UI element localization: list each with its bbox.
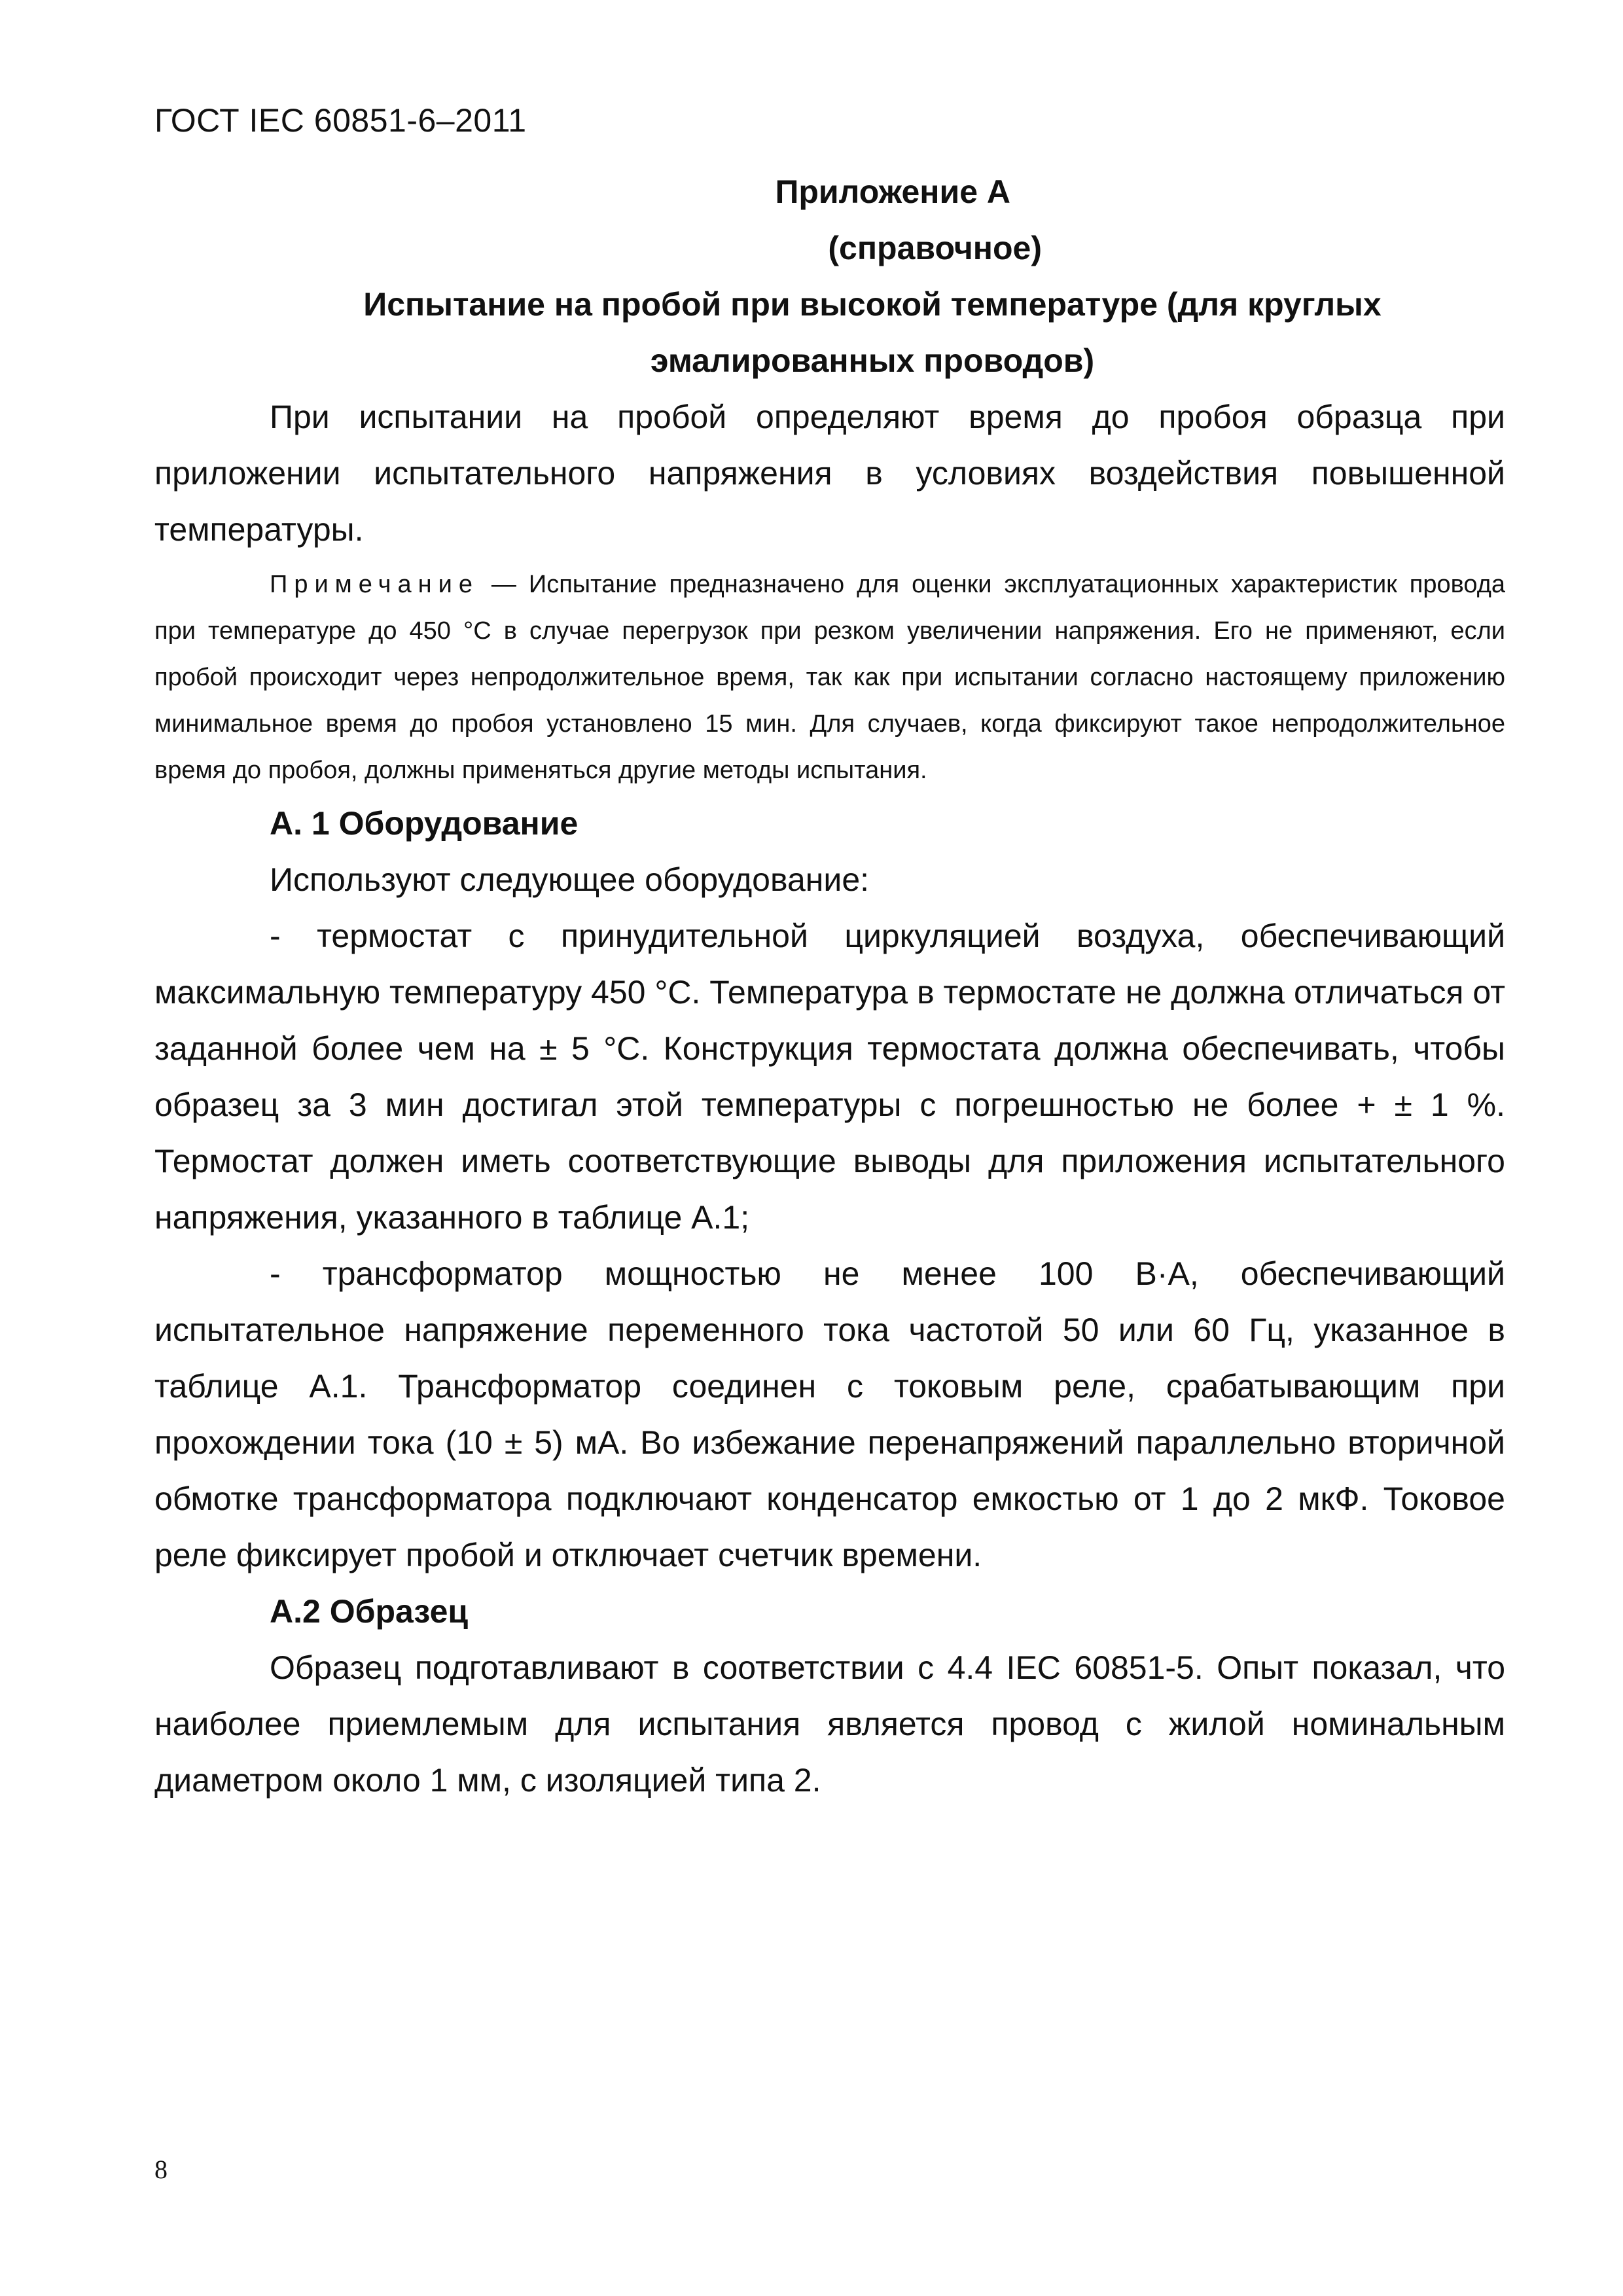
annex-type: (справочное) <box>828 230 1042 266</box>
intro-paragraph: При испытании на пробой определяют время до пробоя образца при приложении испытательного напряжения в условиях воздействия повышенной температуры. <box>154 399 1505 548</box>
section-a1-heading: А. 1 Оборудование <box>270 805 579 842</box>
note-paragraph <box>154 558 1505 795</box>
standard-code-header: ГОСТ IEC 60851-6–2011 <box>154 102 527 139</box>
equipment-item-thermostat: - термостат с принудительной циркуляцией воздуха, обеспечивающий максимальную температуру 450 °С. Температура в термостате не должна отличаться от заданной более чем на ± 5 °С. Конструкция термостата должна обеспечивать, чтобы образец за 3 мин достигал этой температуры с погрешностью не более + ± 1 %. Термостат должен иметь соответствующие выводы для приложения испытательного напряжения, указанного в таблице А.1; <box>154 918 1505 1236</box>
note-text: — Испытание предназначено для оценки эксплуатационных характеристик провода при температуре до 450 °С в случае перегрузок при резком увеличении напряжения. Его не применяют, если пробой происходит через непродолжительное время, так как при испытании согласно настоящему приложению минимальное время до пробоя установлено 15 мин. Для случаев, когда фиксируют такое непродолжительное время до пробоя, должны применяться другие методы испытания. <box>154 571 1505 784</box>
page-content <box>154 164 1505 1808</box>
note-label: Примечание <box>270 571 479 598</box>
page-number: 8 <box>154 2155 168 2184</box>
section-a2-text: Образец подготавливают в соответствии с 4.4 IEC 60851-5. Опыт показал, что наиболее приемлемым для испытания является провод с жилой номинальным диаметром около 1 мм, с изоляцией типа 2. <box>154 1649 1505 1799</box>
equipment-item-transformer: - трансформатор мощностью не менее 100 В·А, обеспечивающий испытательное напряжение переменного тока частотой 50 или 60 Гц, указанное в таблице А.1. Трансформатор соединен с токовым реле, срабатывающим при прохождении тока (10 ± 5) мА. Во избежание перенапряжений параллельно вторичной обмотке трансформатора подключают конденсатор емкостью от 1 до 2 мкФ. Токовое реле фиксирует пробой и отключает счетчик времени. <box>154 1255 1505 1573</box>
annex-title-line-1: Испытание на пробой при высокой температуре (для круглых <box>363 286 1382 323</box>
section-a1-lead: Используют следующее оборудование: <box>270 861 870 898</box>
section-a2-heading: А.2 Образец <box>270 1593 469 1630</box>
annex-title-line-2: эмалированных проводов) <box>650 342 1095 379</box>
annex-label: Приложение А <box>775 173 1010 210</box>
